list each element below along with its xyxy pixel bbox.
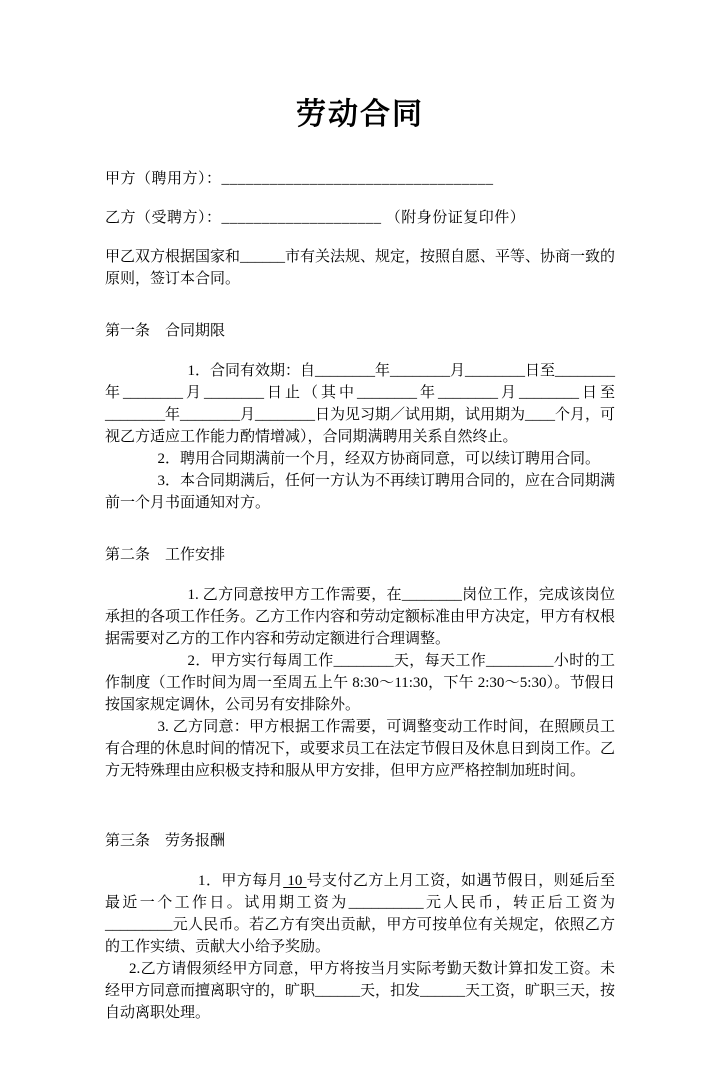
- page-title: 劳动合同: [296, 98, 424, 131]
- section-3-para-2: 2.乙方请假须经甲方同意，甲方将按当月实际考勤天数计算扣发工资。未经甲方同意而擅离职守的，旷职______天，扣发______天工资，旷职三天，按自动离职处理。: [105, 961, 616, 1021]
- section-2-para-1: 1. 乙方同意按甲方工作需要，在________岗位工作，完成该岗位承担的各项工作任务。乙方工作内容和劳动定额标准由甲方决定，甲方有权根据需要对乙方的工作内容和劳动定额进行合理调整。: [105, 587, 616, 647]
- party-b-line: [105, 207, 615, 229]
- section-3-para-1-pre: 1．甲方每月: [198, 873, 284, 889]
- section-3-heading: 第三条 劳务报酬: [105, 833, 226, 849]
- section-1-para-2: 2．聘用合同期满前一个月，经双方协商同意，可以续订聘用合同。: [157, 451, 601, 467]
- section-1-heading: 第一条 合同期限: [105, 323, 226, 339]
- party-b-blank: ____________________: [221, 210, 382, 226]
- party-a-line: [105, 168, 615, 190]
- pay-day-value: 10: [283, 873, 307, 889]
- party-b-note: （附身份证复印件）: [385, 210, 526, 226]
- section-2-para-2: 2．甲方实行每周工作________天，每天工作_________小时的工作制度（工作时间为周一至周五上午 8:30～11:30，下午 2:30～5:30）。节假日按国家规定调休，公司另有安排除外。: [105, 653, 615, 713]
- section-1-para-1: 1．合同有效期：自________年________月________日至________年________月________日止（其中________年________月________日至________年________月________日为见习期／试用期，试用期为____个月，可视乙方适应工作能力酌情增减），合同期满聘用关系自然终止。: [105, 363, 616, 445]
- intro-paragraph: 甲乙双方根据国家和______市有关法规、规定，按照自愿、平等、协商一致的原则，签订本合同。: [105, 249, 616, 287]
- section-3-para-1-post: 号支付乙方上月工资，如遇节假日，则延后至最近一个工作日。试用期工资为__________元人民币，转正后工资为_________元人民币。若乙方有突出贡献，甲方可按单位有关规定，依照乙方的工作实绩、贡献大小给予奖励。: [105, 873, 615, 955]
- party-a-text: 甲方（聘用方）：__________________________________: [105, 171, 494, 187]
- party-b-label: 乙方（受聘方）：: [105, 210, 222, 226]
- section-1-para-3: 3．本合同期满后，任何一方认为不再续订聘用合同的，应在合同期满前一个月书面通知对方。: [105, 473, 616, 511]
- section-3-para-1: [105, 870, 615, 958]
- section-2-heading: 第二条 工作安排: [105, 547, 226, 563]
- section-2-para-3: 3. 乙方同意：甲方根据工作需要，可调整变动工作时间，在照顾员工有合理的休息时间的情况下，或要求员工在法定节假日及休息日到岗工作。乙方无特殊理由应积极支持和服从甲方安排，但甲方应严格控制加班时间。: [105, 719, 616, 779]
